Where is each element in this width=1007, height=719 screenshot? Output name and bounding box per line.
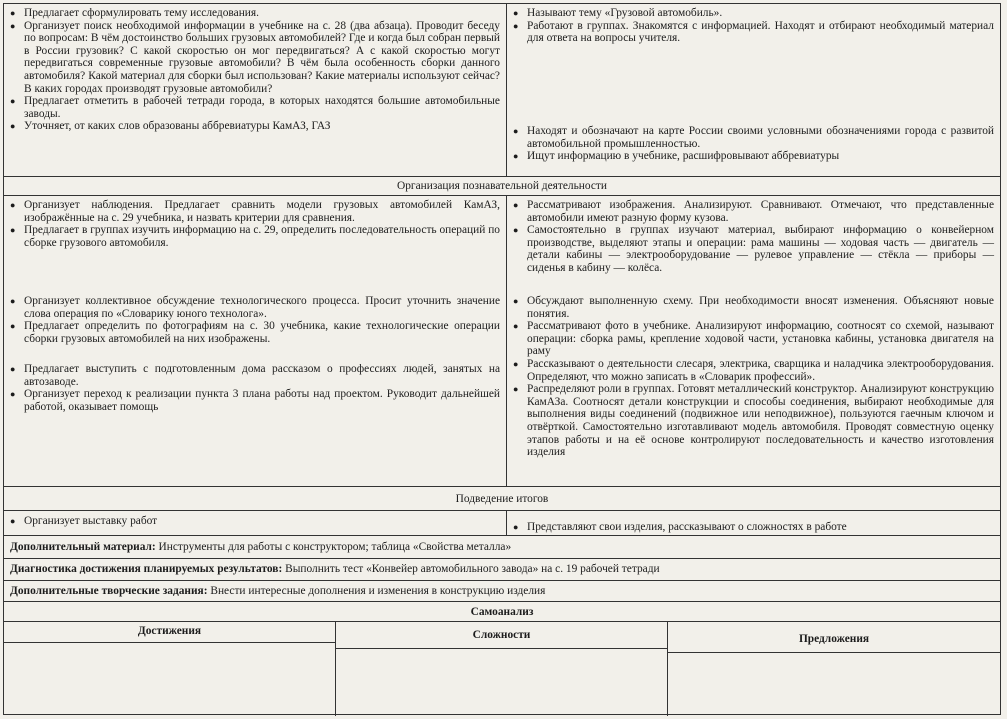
- students-column: [507, 4, 1000, 176]
- row-selfanalysis: [4, 622, 1000, 716]
- creative-text: Внести интересные дополнения и изменения в конструкцию изделия: [207, 585, 546, 597]
- students-column: [507, 196, 1000, 486]
- list-item: ● Работают в группах. Знакомятся с информацией. Находят и отбирают необходимый материал для ответа на вопросы учителя.: [513, 19, 994, 45]
- row-extra-material: [4, 536, 1000, 559]
- list-item: ● Организует коллективное обсуждение технологического процесса. Просит уточнить значение слова операция по «Словарику юного технолога».: [10, 295, 500, 320]
- list-item: ● Самостоятельно в группах изучают материал, выбирают информацию о конвейерном производстве, выделяют этапы и операции: рама машины — ходовая часть — двигатель — детали кабины — электрооборудование — рулевое управление — стёкла — приборы — сиденья в кабину — колёса.: [513, 224, 994, 274]
- column-header: Сложности: [472, 629, 531, 641]
- list-item: ● Предлагает сформулировать тему исследования.: [10, 7, 259, 19]
- row-introduction: [4, 4, 1000, 177]
- students-column: [507, 511, 1000, 535]
- list-item: ● Организует поиск необходимой информации в учебнике на с. 28 (два абзаца). Проводит беседу по вопросам: В чём достоинство больших грузовых автомобилей? Где и когда был собран первый в России грузовик? С какой скоростью он мог передвигаться? А с какой скоростью могут передвигаться современные грузовые автомобили? В чём была особенность сборки данного автомобиля? Какой материал для сборки был использован? Какие материалы используют сейчас? В каких городах производят грузовые автомобили?: [10, 19, 500, 95]
- list-item: ● Предлагает отметить в рабочей тетради города, в которых находятся большие автомобильные заводы.: [10, 95, 500, 120]
- list-item: ● Организует переход к реализации пункта 3 плана работы над проектом. Руководит дальнейшей работой, оказывает помощь: [10, 388, 500, 413]
- column-achievements: [4, 622, 336, 716]
- list-item: ● Ищут информацию в учебнике, расшифровывают аббревиатуры: [513, 150, 840, 163]
- teacher-column: [4, 4, 507, 176]
- section-heading-row: [4, 487, 1000, 511]
- column-difficulties: [336, 622, 668, 716]
- row-summary: [4, 511, 1000, 536]
- list-item: ● Предлагает определить по фотографиям на с. 30 учебника, какие технологические операции сборки грузовых автомобилей на них изображены.: [10, 320, 500, 345]
- section-title: Подведение итогов: [455, 493, 549, 505]
- row-creative-tasks: [4, 581, 1000, 602]
- list-item: ● Обсуждают выполненную схему. При необходимости вносят изменения. Объясняют новые понятия.: [513, 295, 994, 320]
- creative-label: Дополнительные творческие задания:: [10, 585, 208, 597]
- section-heading-row: [4, 177, 1000, 196]
- teacher-column: [4, 196, 507, 486]
- selfanalysis-title: Самоанализ: [470, 606, 534, 618]
- list-item: ● Представляют свои изделия, рассказывают о сложностях в работе: [513, 521, 847, 533]
- list-item: ● Находят и обозначают на карте России своими условными обозначениями города с развитой автомобильной промышленностью.: [513, 125, 994, 150]
- diagnostics-label: Диагностика достижения планируемых результатов:: [10, 563, 283, 575]
- row-cognitive-activity: [4, 196, 1000, 487]
- list-item: ● Предлагает выступить с подготовленным дома рассказом о профессиях людей, занятых на автозаводе.: [10, 363, 500, 388]
- section-title: Организация познавательной деятельности: [397, 180, 607, 192]
- list-item: ● Уточняет, от каких слов образованы аббревиатуры КамАЗ, ГАЗ: [10, 120, 331, 133]
- lesson-plan-table: [3, 3, 1001, 715]
- extra-material-text: Инструменты для работы с конструктором; таблица «Свойства металла»: [155, 541, 512, 553]
- row-selfanalysis-title: [4, 602, 1000, 622]
- column-suggestions: [668, 622, 1000, 716]
- diagnostics-text: Выполнить тест «Конвейер автомобильного завода» на с. 19 рабочей тетради: [282, 563, 660, 575]
- list-item: ● Организует наблюдения. Предлагает сравнить модели грузовых автомобилей КамАЗ, изображённые на с. 29 учебника, и назвать критерии для сравнения.: [10, 199, 500, 224]
- list-item: ● Распределяют роли в группах. Готовят металлический конструктор. Анализируют конструкцию КамАЗа. Соотносят детали конструкции и способы соединения, выбирают необходимые для выполнения виды соединений (подвижное или неподвижное), пользуются гаечным ключом и отвёрткой. Самостоятельно изготавливают модель автомобиля. Проводят совместную оценку этапов работы и на её основе контролируют последовательность и качество изготовления изделия: [513, 383, 994, 459]
- column-header: Предложения: [798, 633, 870, 645]
- teacher-column: [4, 511, 507, 535]
- list-item: ● Рассказывают о деятельности слесаря, электрика, сварщика и наладчика электрооборудования. Определяют, что можно записать в «Словарик профессий».: [513, 357, 994, 383]
- row-diagnostics: [4, 559, 1000, 581]
- column-header: Достижения: [137, 625, 202, 637]
- list-item: ● Рассматривают фото в учебнике. Анализируют информацию, соотносят со схемой, называют операции: сборка рамы, крепление ходовой части, установка кабины, установка двигателя на раму: [513, 320, 994, 358]
- list-item: ● Предлагает в группах изучить информацию на с. 29, определить последовательность операций по сборке грузового автомобиля.: [10, 224, 500, 249]
- list-item: ● Организует выставку работ: [10, 515, 158, 527]
- list-item: ● Рассматривают изображения. Анализируют. Сравнивают. Отмечают, что представленные автомобили имеют разную форму кузова.: [513, 199, 994, 224]
- extra-material-label: Дополнительный материал:: [10, 541, 156, 553]
- list-item: ● Называют тему «Грузовой автомобиль».: [513, 7, 723, 19]
